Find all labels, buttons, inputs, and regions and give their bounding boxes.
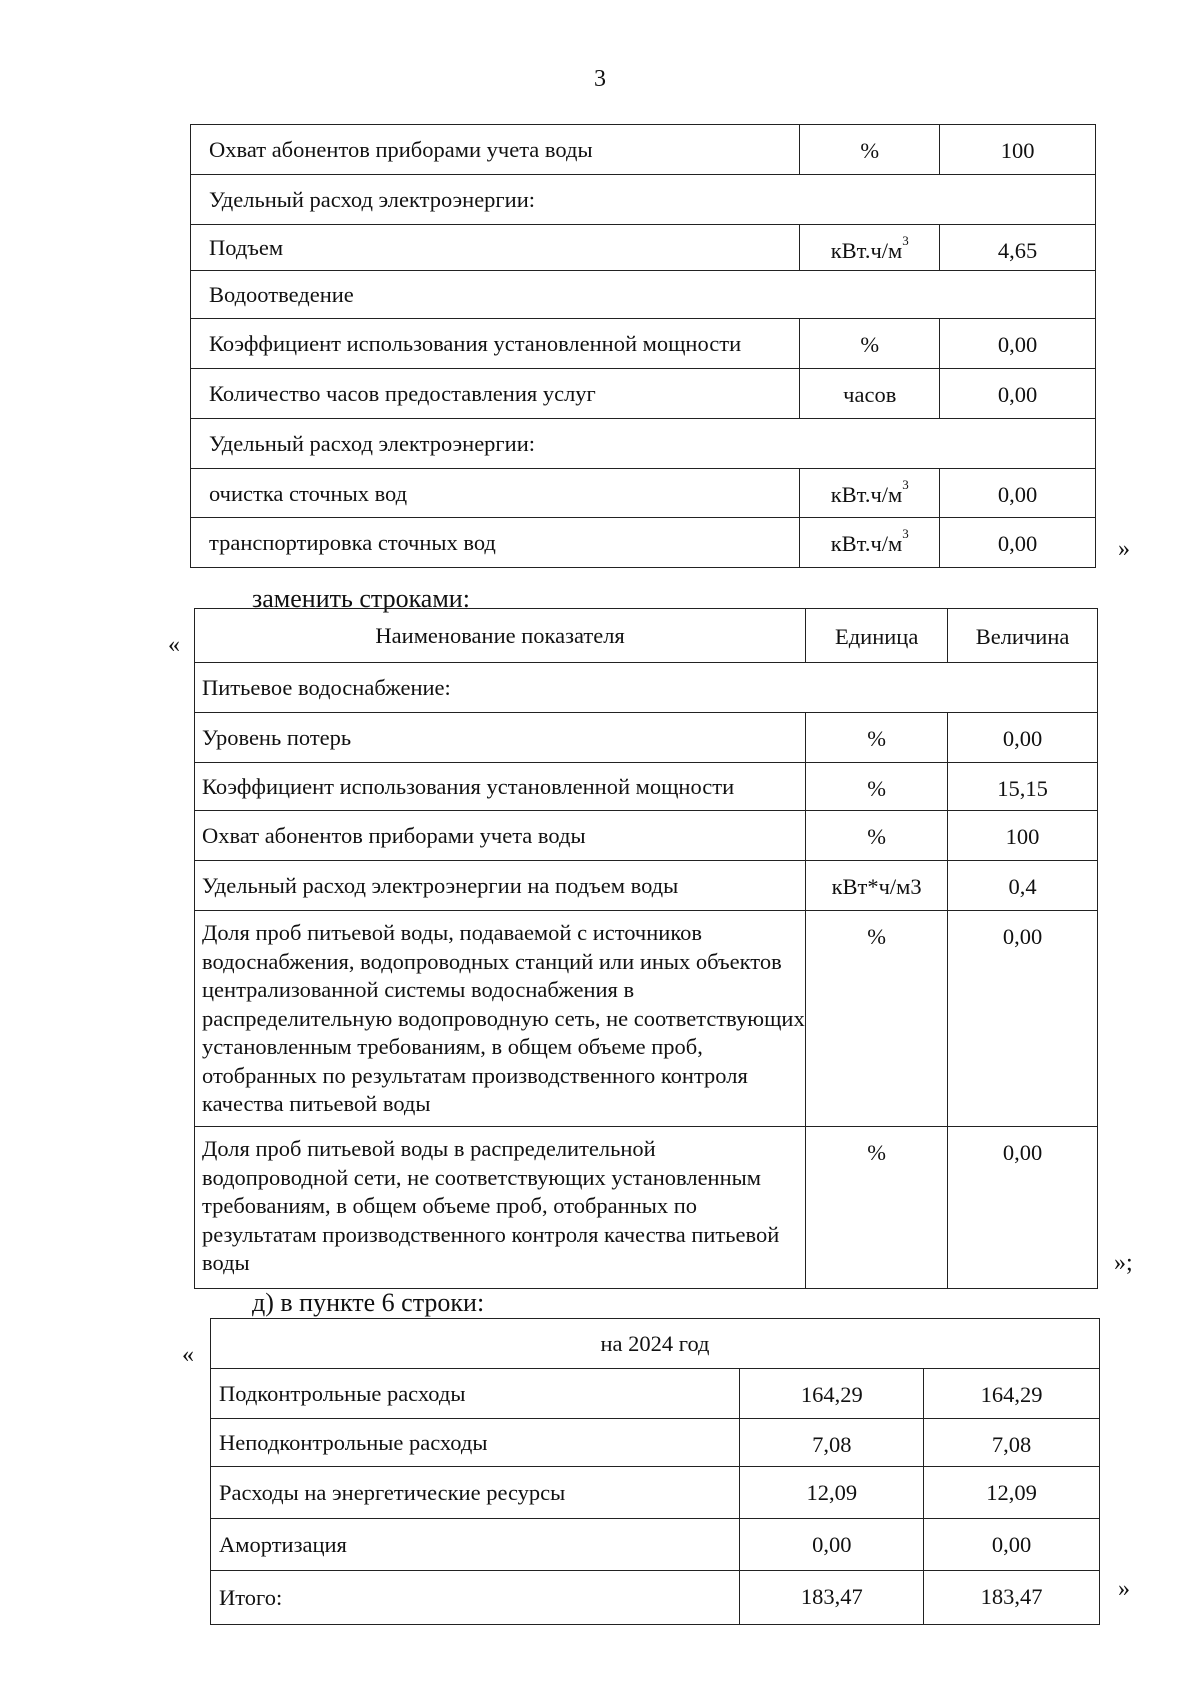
row-value: 100 bbox=[940, 125, 1096, 175]
row-unit: $кВт.ч/м^3$ bbox=[800, 518, 940, 568]
table-row bbox=[191, 319, 1096, 369]
row-value-2: 0,00 bbox=[924, 1519, 1100, 1571]
row-unit: % bbox=[800, 319, 940, 369]
row-name: Доля проб питьевой воды в распределительной водопроводной сети, не соответствующих установленным требованиям, в общем объеме проб, отобранных по результатам производственного контроля качества питьевой воды bbox=[195, 1127, 806, 1289]
row-value-2: 12,09 bbox=[924, 1467, 1100, 1519]
table-row bbox=[211, 1369, 1100, 1419]
page-number: 3 bbox=[594, 66, 606, 92]
section-row bbox=[195, 663, 1098, 713]
table-row bbox=[195, 911, 1098, 1127]
table-row bbox=[191, 125, 1096, 175]
row-unit: % bbox=[806, 811, 948, 861]
closing-quote: »; bbox=[1114, 1250, 1133, 1276]
header-row bbox=[211, 1319, 1100, 1369]
row-name: транспортировка сточных вод bbox=[191, 518, 800, 568]
row-unit: кВт*ч/м3 bbox=[806, 861, 948, 911]
indicators-table-new bbox=[194, 608, 1098, 1289]
row-value: 0,4 bbox=[948, 861, 1098, 911]
row-name: Охват абонентов приборами учета воды bbox=[195, 811, 806, 861]
row-value: 100 bbox=[948, 811, 1098, 861]
section-label: Удельный расход электроэнергии: bbox=[191, 175, 1096, 225]
row-value: 0,00 bbox=[948, 713, 1098, 763]
replace-instruction: заменить строками: bbox=[252, 584, 470, 613]
row-value: 0,00 bbox=[940, 469, 1096, 518]
row-value: 0,00 bbox=[948, 1127, 1098, 1289]
opening-quote: « bbox=[182, 1342, 194, 1368]
table-row bbox=[191, 469, 1096, 518]
row-value: 15,15 bbox=[948, 763, 1098, 811]
row-unit: $кВт.ч/м^3$ bbox=[800, 225, 940, 271]
table-row bbox=[195, 861, 1098, 911]
closing-quote: » bbox=[1118, 536, 1130, 562]
row-name: Амортизация bbox=[211, 1519, 740, 1571]
section-label: Питьевое водоснабжение: bbox=[195, 663, 1098, 713]
row-value-1: 7,08 bbox=[740, 1419, 924, 1467]
row-value-1: 12,09 bbox=[740, 1467, 924, 1519]
section-row bbox=[191, 175, 1096, 225]
table-row bbox=[191, 369, 1096, 419]
row-unit: % bbox=[800, 125, 940, 175]
row-name: Охват абонентов приборами учета воды bbox=[191, 125, 800, 175]
table-row bbox=[195, 713, 1098, 763]
header-value: Величина bbox=[948, 609, 1098, 663]
row-name: Коэффициент использования установленной мощности bbox=[191, 319, 800, 369]
row-name: Подконтрольные расходы bbox=[211, 1369, 740, 1419]
table-row bbox=[211, 1419, 1100, 1467]
row-value-2: 164,29 bbox=[924, 1369, 1100, 1419]
table-row bbox=[195, 1127, 1098, 1289]
table-row bbox=[211, 1519, 1100, 1571]
year-header: на 2024 год bbox=[211, 1319, 1100, 1369]
table-row bbox=[191, 225, 1096, 271]
row-unit: % bbox=[806, 1127, 948, 1289]
row-name: Количество часов предоставления услуг bbox=[191, 369, 800, 419]
indicators-table-old bbox=[190, 124, 1096, 568]
row-name: Уровень потерь bbox=[195, 713, 806, 763]
row-unit: % bbox=[806, 763, 948, 811]
table-row bbox=[195, 763, 1098, 811]
row-unit: часов bbox=[800, 369, 940, 419]
row-unit: % bbox=[806, 911, 948, 1127]
row-unit: $кВт.ч/м^3$ bbox=[800, 469, 940, 518]
point6-instruction: д) в пункте 6 строки: bbox=[252, 1288, 485, 1317]
table-row bbox=[211, 1571, 1100, 1625]
row-name: Расходы на энергетические ресурсы bbox=[211, 1467, 740, 1519]
row-value: 0,00 bbox=[948, 911, 1098, 1127]
table-row bbox=[211, 1467, 1100, 1519]
opening-quote: « bbox=[168, 632, 180, 658]
row-value: 0,00 bbox=[940, 369, 1096, 419]
section-row bbox=[191, 271, 1096, 319]
row-name: очистка сточных вод bbox=[191, 469, 800, 518]
header-row bbox=[195, 609, 1098, 663]
row-name: Доля проб питьевой воды, подаваемой с источников водоснабжения, водопроводных станций или иных объектов централизованной системы водоснабжения в распределительную водопроводную сеть, не соответствующих установленным требованиям, в общем объеме проб, отобранных по результатам производственного контроля качества питьевой воды bbox=[195, 911, 806, 1127]
expenses-table bbox=[210, 1318, 1100, 1625]
closing-quote: » bbox=[1118, 1576, 1130, 1602]
section-label: Удельный расход электроэнергии: bbox=[191, 419, 1096, 469]
row-value-1: 183,47 bbox=[740, 1571, 924, 1625]
table-row bbox=[191, 518, 1096, 568]
row-value-2: 7,08 bbox=[924, 1419, 1100, 1467]
row-name: Неподконтрольные расходы bbox=[211, 1419, 740, 1467]
row-name: Подъем bbox=[191, 225, 800, 271]
row-value: 0,00 bbox=[940, 518, 1096, 568]
header-name: Наименование показателя bbox=[195, 609, 806, 663]
table-row bbox=[195, 811, 1098, 861]
row-value-2: 183,47 bbox=[924, 1571, 1100, 1625]
header-unit: Единица bbox=[806, 609, 948, 663]
row-value: 4,65 bbox=[940, 225, 1096, 271]
section-row bbox=[191, 419, 1096, 469]
row-value: 0,00 bbox=[940, 319, 1096, 369]
row-value-1: 164,29 bbox=[740, 1369, 924, 1419]
row-value-1: 0,00 bbox=[740, 1519, 924, 1571]
row-name: Итого: bbox=[211, 1571, 740, 1625]
row-unit: % bbox=[806, 713, 948, 763]
row-name: Удельный расход электроэнергии на подъем воды bbox=[195, 861, 806, 911]
section-label: Водоотведение bbox=[191, 271, 1096, 319]
row-name: Коэффициент использования установленной мощности bbox=[195, 763, 806, 811]
